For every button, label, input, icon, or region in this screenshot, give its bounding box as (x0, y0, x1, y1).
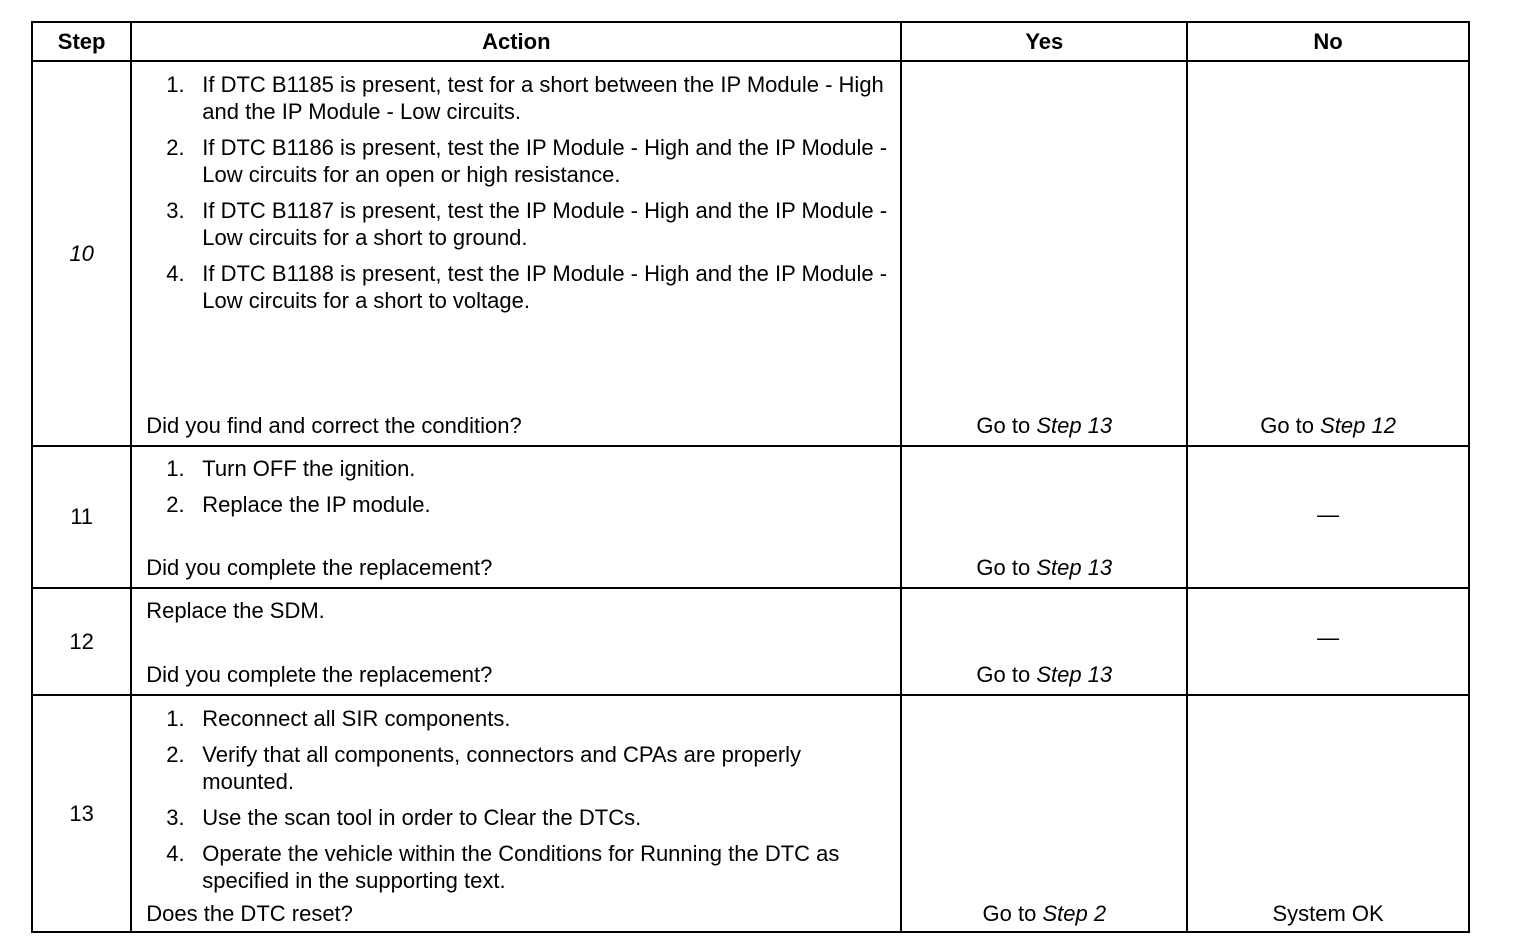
action-list (132, 705, 900, 894)
list-item: 1. Turn OFF the ignition. (166, 456, 416, 481)
no-cell (1187, 695, 1469, 932)
list-item: 2. Verify that all components, connectors and CPAs are properly mounted. (166, 742, 802, 794)
header-no: No (1187, 22, 1469, 61)
list-item: 1. Reconnect all SIR components. (166, 706, 511, 731)
question-text: Does the DTC reset? (146, 901, 353, 926)
question-text: Did you find and correct the condition? (146, 413, 522, 438)
table-row (32, 446, 1469, 588)
action-list (132, 455, 900, 518)
action-cell (131, 446, 901, 588)
step-number: 11 (32, 446, 131, 588)
yes-goto: Go to Step 13 (976, 413, 1113, 438)
header-row (32, 22, 1469, 61)
action-text: Replace the SDM. (146, 598, 325, 623)
no-dash: — (1317, 502, 1340, 527)
list-item: 3. Use the scan tool in order to Clear the DTCs. (166, 805, 642, 830)
step-number: 12 (32, 588, 131, 695)
list-item: 1. If DTC B1185 is present, test for a short between the IP Module - High and the IP Module - Low circuits. (166, 72, 884, 124)
header-action: Action (131, 22, 901, 61)
action-cell (131, 61, 901, 446)
no-cell (1187, 61, 1469, 446)
yes-cell (901, 695, 1187, 932)
header-step: Step (32, 22, 131, 61)
no-cell (1187, 446, 1469, 588)
list-item: 3. If DTC B1187 is present, test the IP Module - High and the IP Module - Low circuits for a short to ground. (166, 198, 888, 250)
table-row (32, 61, 1469, 446)
list-item: 4. If DTC B1188 is present, test the IP Module - High and the IP Module - Low circuits for a short to voltage. (166, 261, 888, 313)
yes-cell (901, 446, 1187, 588)
yes-goto: Go to Step 13 (976, 555, 1113, 580)
yes-goto: Go to Step 2 (982, 901, 1107, 926)
no-cell (1187, 588, 1469, 695)
step-number: 13 (32, 695, 131, 932)
list-item: 2. If DTC B1186 is present, test the IP Module - High and the IP Module - Low circuits for an open or high resistance. (166, 135, 888, 187)
yes-cell (901, 61, 1187, 446)
action-cell (131, 695, 901, 932)
step-number: 10 (32, 61, 131, 446)
no-result: System OK (1272, 901, 1384, 926)
list-item: 4. Operate the vehicle within the Conditions for Running the DTC as specified in the supporting text. (166, 841, 840, 893)
question-text: Did you complete the replacement? (146, 555, 493, 580)
header-yes: Yes (901, 22, 1187, 61)
table-row (32, 695, 1469, 932)
action-cell (131, 588, 901, 695)
diagnostic-table (31, 21, 1470, 933)
action-list (132, 71, 900, 314)
yes-goto: Go to Step 13 (976, 662, 1113, 687)
list-item: 2. Replace the IP module. (166, 492, 431, 517)
yes-cell (901, 588, 1187, 695)
table-row (32, 588, 1469, 695)
question-text: Did you complete the replacement? (146, 662, 493, 687)
no-goto: Go to Step 12 (1260, 413, 1396, 438)
no-dash: — (1317, 625, 1340, 650)
